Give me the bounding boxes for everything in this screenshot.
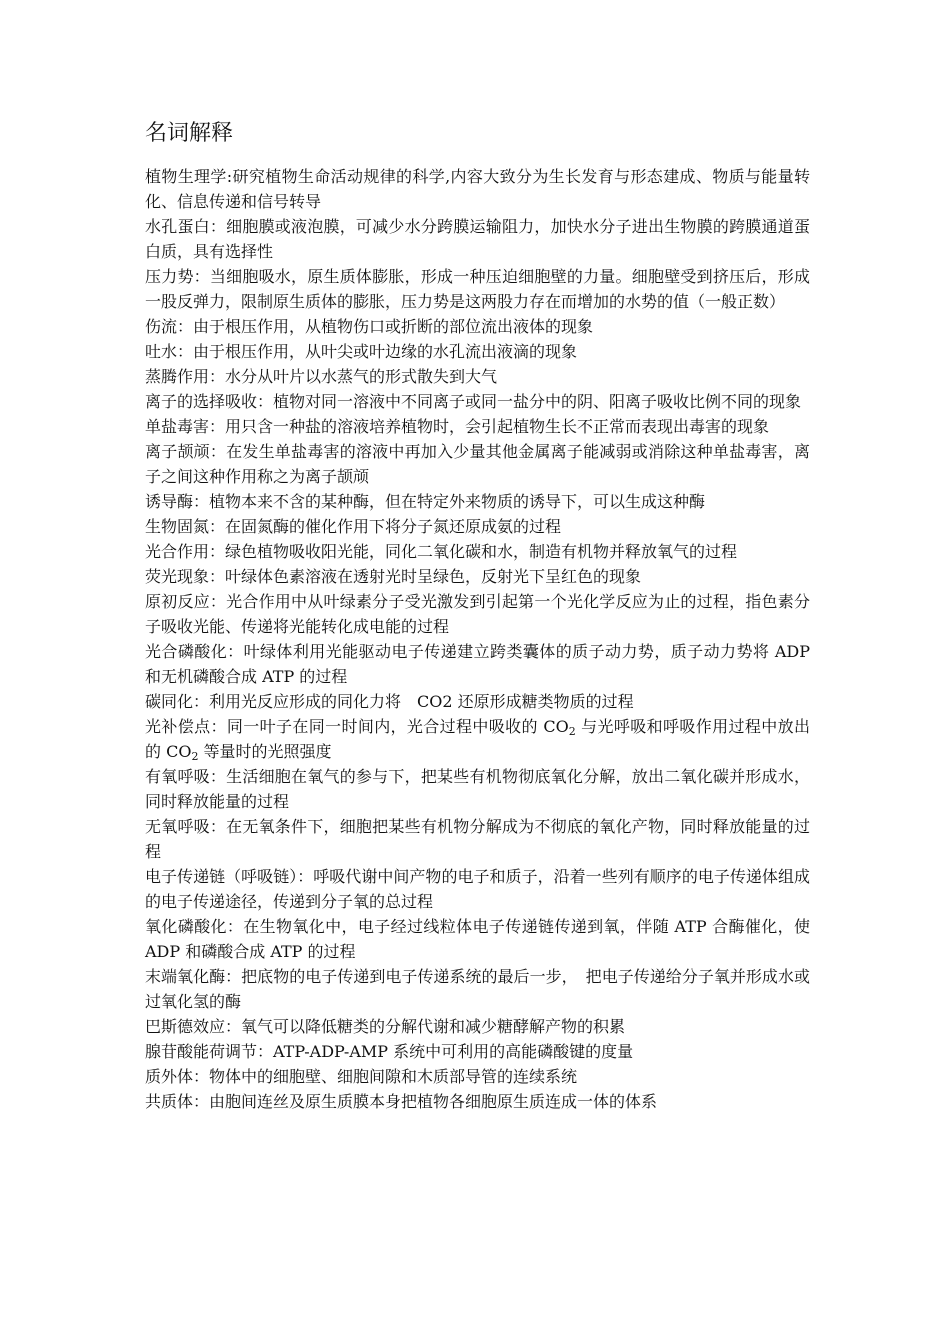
entry-ion-antagonism: 离子颉颃：在发生单盐毒害的溶液中再加入少量其他金属离子能减弱或消除这种单盐毒害，离子之间这种作用称之为离子颉颃 xyxy=(145,442,810,486)
entry-terminal-oxidase: 末端氧化酶：把底物的电子传递到电子传递系统的最后一步， 把电子传递给分子氧并形成水或过氧化氢的酶 xyxy=(145,967,810,1011)
entry-aerobic-respiration: 有氧呼吸：生活细胞在氧气的参与下，把某些有机物彻底氧化分解，放出二氧化碳并形成水，同时释放能量的过程 xyxy=(145,767,810,811)
entry-nitrogen-fixation: 生物固氮：在固氮酶的催化作用下将分子氮还原成氨的过程 xyxy=(145,517,562,536)
entry-fluorescence: 荧光现象：叶绿体色素溶液在透射光时呈绿色，反射光下呈红色的现象 xyxy=(145,567,642,586)
entry-apoplast: 质外体：物体中的细胞壁、细胞间隙和木质部导管的连续系统 xyxy=(145,1067,578,1086)
entry-aquaporin: 水孔蛋白：细胞膜或液泡膜，可减少水分跨膜运输阻力，加快水分子进出生物膜的跨膜通道蛋白质，具有选择性 xyxy=(145,217,810,261)
entry-energy-charge: 腺苷酸能荷调节：ATP-ADP-AMP 系统中可利用的高能磷酸键的度量 xyxy=(145,1042,634,1061)
entry-text: 与光呼吸和呼吸作用过程中放出的 CO xyxy=(145,717,810,761)
subscript-2: 2 xyxy=(568,725,576,738)
entry-photophosphorylation: 光合磷酸化：叶绿体利用光能驱动电子传递建立跨类囊体的质子动力势，质子动力势将 ADP 和无机磷酸合成 ATP 的过程 xyxy=(145,642,810,686)
entry-light-compensation-point xyxy=(145,714,810,764)
entry-plant-physiology: 植物生理学:研究植物生命活动规律的科学,内容大致分为生长发育与形态建成、物质与能量转化、信息传递和信号转导 xyxy=(145,167,810,211)
entry-text: 光补偿点：同一叶子在同一时间内，光合过程中吸收的 CO xyxy=(145,717,569,736)
entry-pasteur-effect: 巴斯德效应：氧气可以降低糖类的分解代谢和减少糖酵解产物的积累 xyxy=(145,1017,626,1036)
entry-carbon-assimilation: 碳同化：利用光反应形成的同化力将 CO2 还原形成糖类物质的过程 xyxy=(145,692,634,711)
entry-oxidative-phosphorylation: 氧化磷酸化：在生物氧化中，电子经过线粒体电子传递链传递到氧，伴随 ATP 合酶催化，使 ADP 和磷酸合成 ATP 的过程 xyxy=(145,917,810,961)
entry-selective-absorption: 离子的选择吸收：植物对同一溶液中不同离子或同一盐分中的阴、阳离子吸收比例不同的现象 xyxy=(145,392,802,411)
entry-symplast: 共质体：由胞间连丝及原生质膜本身把植物各细胞原生质连成一体的体系 xyxy=(145,1092,658,1111)
subscript-2: 2 xyxy=(191,750,199,763)
entry-pressure-potential: 压力势：当细胞吸水，原生质体膨胀，形成一种压迫细胞壁的力量。细胞壁受到挤压后，形成一股反弹力，限制原生质体的膨胀，压力势是这两股力存在而增加的水势的值（一般正数） xyxy=(145,267,810,311)
page-title: 名词解释 xyxy=(145,121,234,146)
entry-electron-transport-chain: 电子传递链（呼吸链）：呼吸代谢中间产物的电子和质子，沿着一些列有顺序的电子传递体组成的电子传递途径，传递到分子氧的总过程 xyxy=(145,867,810,911)
entry-text: 等量时的光照强度 xyxy=(198,742,332,761)
entry-photosynthesis: 光合作用：绿色植物吸收阳光能，同化二氧化碳和水，制造有机物并释放氧气的过程 xyxy=(145,542,738,561)
document-page xyxy=(145,118,810,1114)
entry-anaerobic-respiration: 无氧呼吸：在无氧条件下，细胞把某些有机物分解成为不彻底的氧化产物，同时释放能量的过程 xyxy=(145,817,810,861)
entry-primary-reaction: 原初反应：光合作用中从叶绿素分子受光激发到引起第一个光化学反应为止的过程，指色素分子吸收光能、传递将光能转化成电能的过程 xyxy=(145,592,810,636)
entry-induced-enzyme: 诱导酶：植物本来不含的某种酶，但在特定外来物质的诱导下，可以生成这种酶 xyxy=(145,492,706,511)
entry-bleeding: 伤流：由于根压作用，从植物伤口或折断的部位流出液体的现象 xyxy=(145,317,594,336)
entry-transpiration: 蒸腾作用：水分从叶片以水蒸气的形式散失到大气 xyxy=(145,367,498,386)
entry-single-salt-toxicity: 单盐毒害：用只含一种盐的溶液培养植物时，会引起植物生长不正常而表现出毒害的现象 xyxy=(145,417,770,436)
entry-guttation: 吐水：由于根压作用，从叶尖或叶边缘的水孔流出液滴的现象 xyxy=(145,342,578,361)
